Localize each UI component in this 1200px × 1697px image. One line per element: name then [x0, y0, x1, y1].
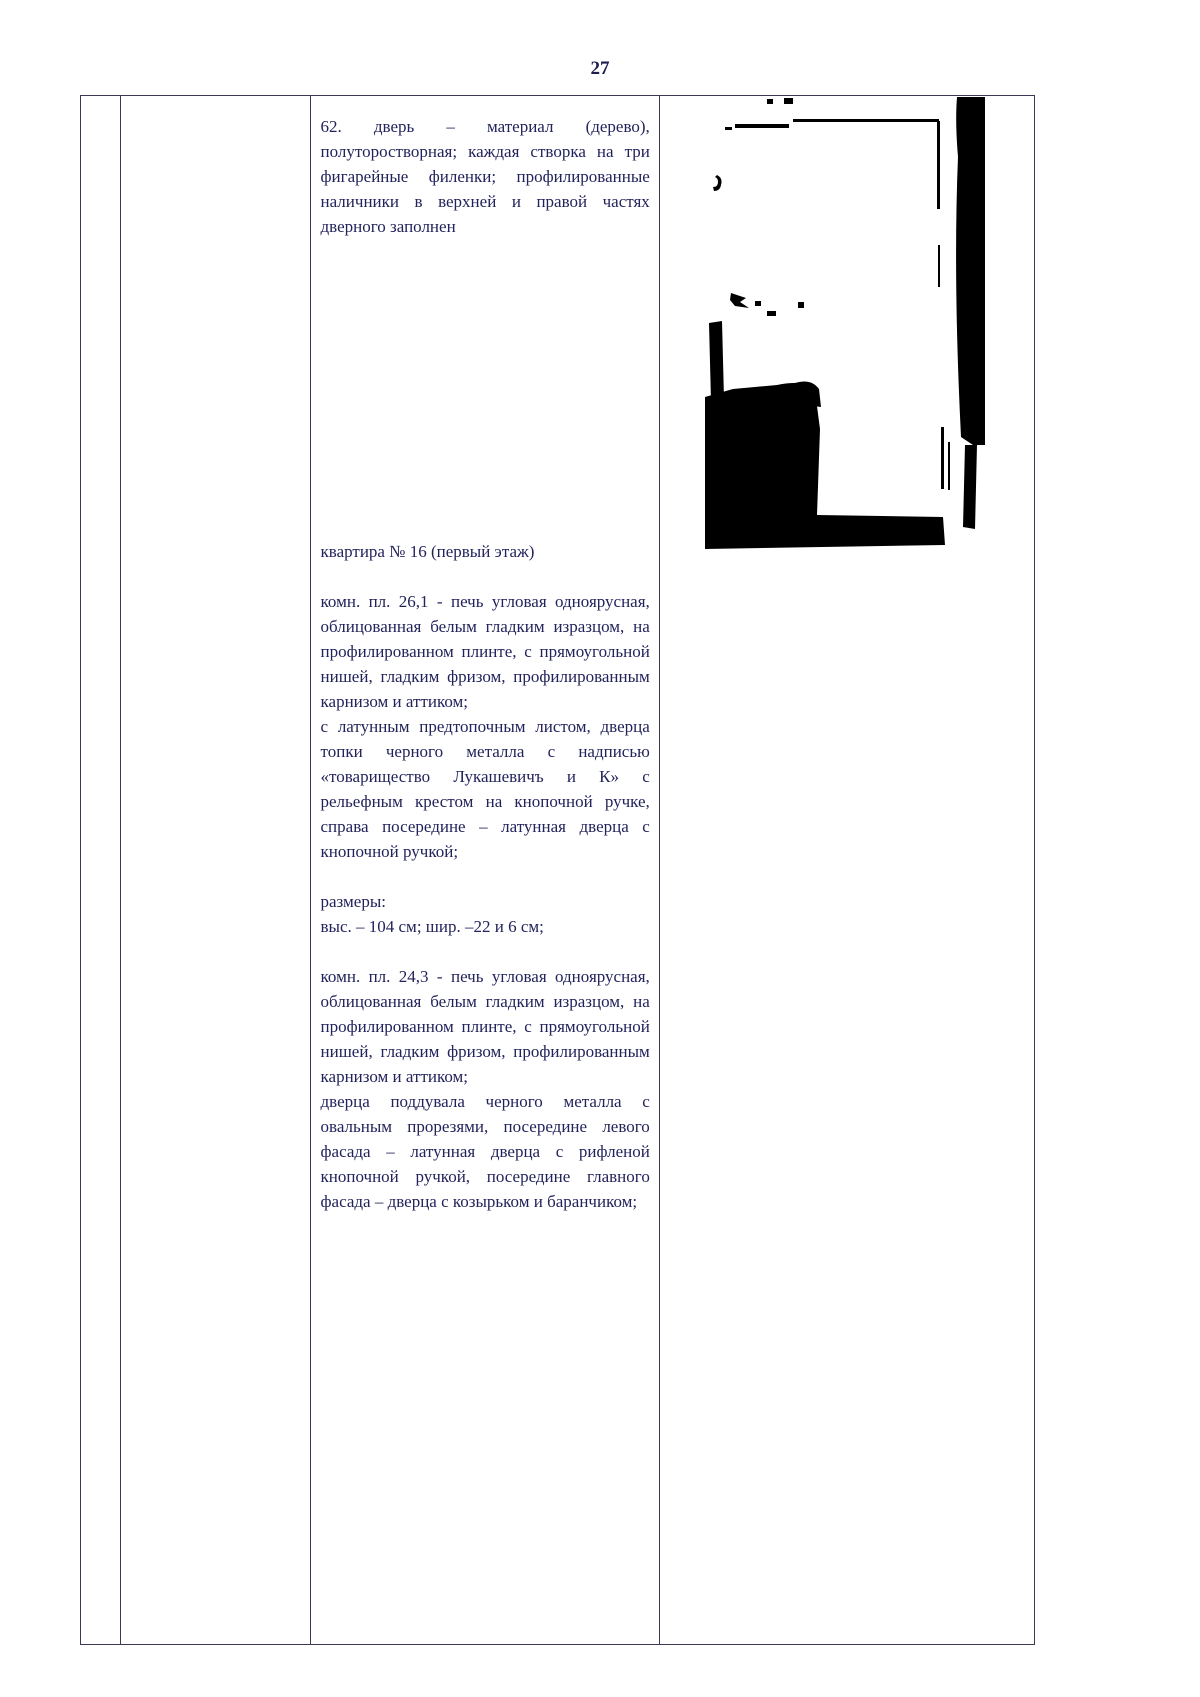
table-column-photo [660, 96, 1034, 1644]
door-photo [705, 97, 985, 557]
paragraph-dimensions-values: выс. – 104 см; шир. –22 и 6 см; [320, 917, 544, 936]
paragraph-room-24-3-details: дверца поддувала черного металла с овальным прорезями, посередине левого фасада – латунная дверца с рифленой кнопочной ручкой, посередине главного фасада – дверца с козырьком и баранчиком; [320, 1092, 650, 1211]
table-column-index [81, 96, 121, 1644]
paragraph-door-description: 62. дверь – материал (дерево), полуторостворная; каждая створка на три фигарейные филенки; профилированные наличники в верхней и правой частях дверного заполнен [320, 117, 650, 236]
table-column-object [121, 96, 311, 1644]
door-photo-graphic [705, 97, 985, 557]
page-number: 27 [590, 58, 610, 79]
paragraph-room-26-1-details: с латунным предтопочным листом, дверца топки черного металла с надписью «товарищество Лукашевичъ и К» с рельефным крестом на кнопочной ручке, справа посередине – латунная дверца с кнопочной ручкой; [320, 717, 650, 861]
inventory-table [80, 95, 1035, 1645]
paragraph-room-24-3-stove: комн. пл. 24,3 - печь угловая одноярусная, облицованная белым гладким изразцом, на профилированном плинте, с прямоугольной нишей, гладким фризом, профилированным карнизом и аттиком; [320, 967, 650, 1086]
table-column-description [311, 96, 660, 1644]
paragraph-apartment-heading: квартира № 16 (первый этаж) [320, 542, 535, 561]
paragraph-room-26-1-stove: комн. пл. 26,1 - печь угловая одноярусная, облицованная белым гладким изразцом, на профилированном плинте, с прямоугольной нишей, гладким фризом, профилированным карнизом и аттиком; [320, 592, 650, 711]
paragraph-dimensions-label: размеры: [320, 892, 386, 911]
